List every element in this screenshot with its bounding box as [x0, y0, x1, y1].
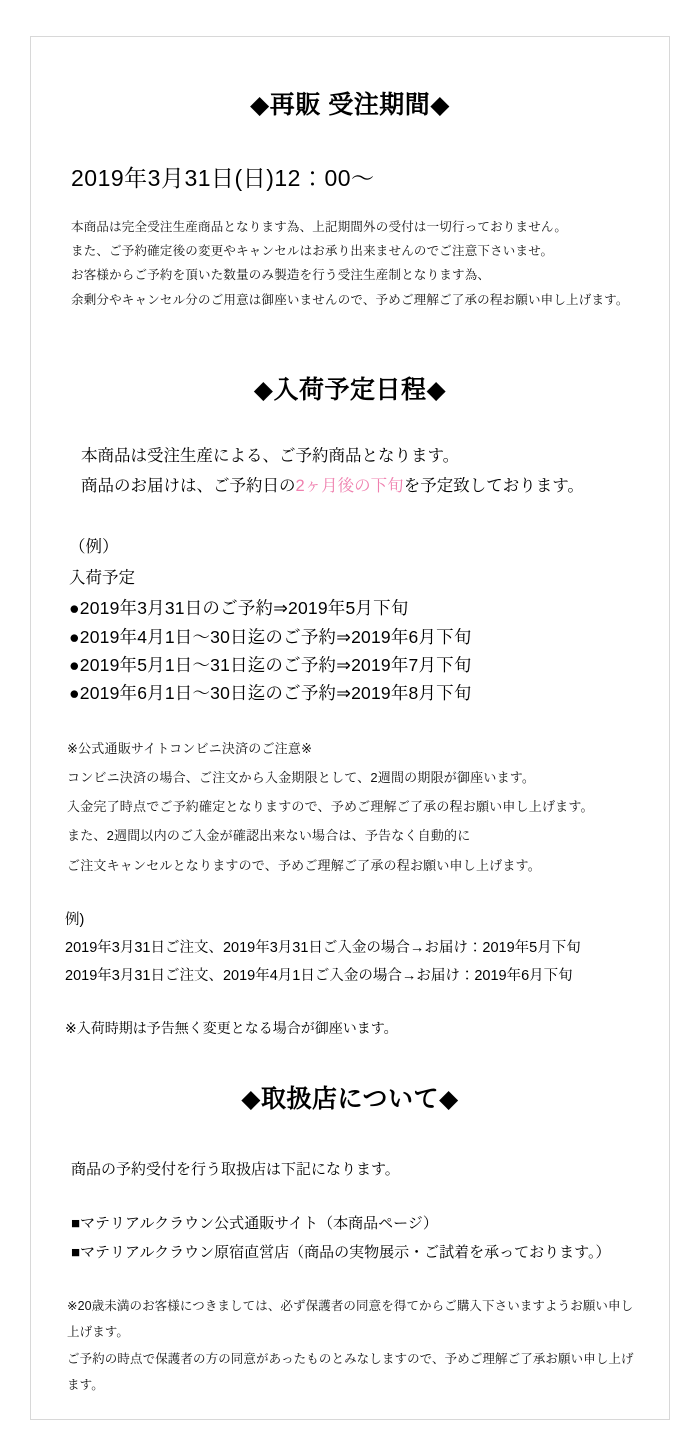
konbini-note-line: コンビニ決済の場合、ご注文から入金期限として、2週間の期限が御座います。	[67, 769, 536, 785]
konbini-notes	[67, 734, 641, 880]
schedule-warning: ※入荷時期は予告無く変更となる場合が御座います。	[65, 1019, 398, 1036]
shops-section-title: ◆取扱店について◆	[241, 1085, 459, 1114]
example-item: ●2019年4月1日〜30日迄のご予約⇒2019年6月下旬	[69, 626, 472, 647]
konbini-note-line: ご注文キャンセルとなりますので、予めご理解ご了承の程お願い申し上げます。	[67, 857, 541, 873]
payment-cases	[65, 906, 641, 991]
resale-note-line: また、ご予約確定後の変更やキャンセルはお承り出来ませんのでご注意下さいませ。	[71, 243, 554, 258]
case-label: 例)	[65, 911, 85, 928]
resale-notes	[71, 215, 641, 313]
shop-item: ■マテリアルクラウン原宿直営店（商品の実物展示・ご試着を承っております。）	[71, 1243, 611, 1261]
schedule-lead	[81, 441, 641, 502]
resale-note-line: 余剰分やキャンセル分のご用意は御座いませんので、予めご理解ご了承の程お願い申し上げます。	[71, 292, 629, 307]
document-frame	[30, 36, 670, 1420]
example-item: ●2019年3月31日のご予約⇒2019年5月下旬	[69, 598, 409, 619]
konbini-note-line: ※公式通販サイトコンビニ決済のご注意※	[67, 740, 313, 756]
shops-list	[71, 1210, 641, 1267]
example-label: （例）	[69, 537, 119, 556]
example-item: ●2019年5月1日〜31日迄のご予約⇒2019年7月下旬	[69, 654, 472, 675]
resale-period-text: 2019年3月31日(日)12：00〜	[71, 164, 375, 191]
resale-note-line: お客様からご予約を頂いた数量のみ製造を行う受注生産制となります為、	[71, 268, 491, 283]
resale-section-title: ◆再販 受注期間◆	[250, 91, 450, 119]
footnote-line: ※20歳未満のお客様につきましては、必ず保護者の同意を得てからご購入下さいますようお願い申し上げます。	[67, 1299, 634, 1340]
schedule-example	[69, 532, 641, 708]
schedule-warning-block	[65, 1015, 641, 1042]
schedule-lead-line-1: 本商品は受注生産による、ご予約商品となります。	[81, 446, 460, 465]
schedule-lead-highlight: 2ヶ月後の下旬	[295, 477, 404, 496]
case-line: 2019年3月31日ご注文、2019年3月31日ご入金の場合→お届け：2019年5月下旬	[65, 940, 581, 957]
schedule-lead-prefix: 商品のお届けは、ご予約日の	[81, 477, 296, 496]
case-line: 2019年3月31日ご注文、2019年4月1日ご入金の場合→お届け：2019年6月下旬	[65, 968, 573, 985]
resale-note-line: 本商品は完全受注生産商品となります為、上記期間外の受付は一切行っておりません。	[71, 219, 568, 234]
example-subtitle: 入荷予定	[69, 568, 135, 587]
konbini-note-line: 入金完了時点でご予約確定となりますので、予めご理解ご了承の程お願い申し上げます。	[67, 799, 594, 815]
shops-footnotes	[67, 1293, 641, 1398]
shops-intro: 商品の予約受付を行う取扱店は下記になります。	[71, 1160, 400, 1178]
schedule-lead-suffix: を予定致しております。	[403, 477, 584, 496]
example-item: ●2019年6月1日〜30日迄のご予約⇒2019年8月下旬	[69, 683, 472, 704]
footnote-line: ご予約の時点で保護者の方の同意があったものとみなしますので、予めご理解ご了承お願い申し上げます。	[67, 1351, 634, 1392]
schedule-lead-line-2	[81, 471, 641, 502]
konbini-note-line: また、2週間以内のご入金が確認出来ない場合は、予告なく自動的に	[67, 828, 471, 844]
schedule-section-title: ◆入荷予定日程◆	[253, 376, 447, 404]
shop-item: ■マテリアルクラウン公式通販サイト（本商品ページ）	[71, 1215, 438, 1233]
